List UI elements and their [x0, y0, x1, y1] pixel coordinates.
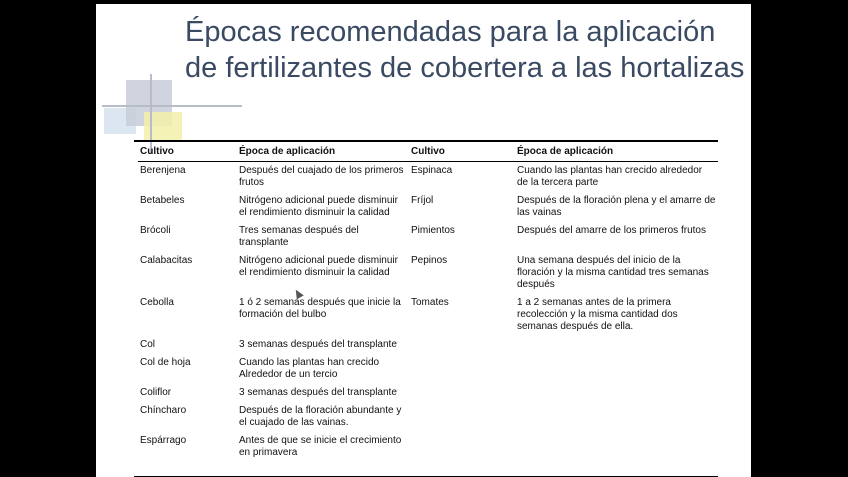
slide-title: Épocas recomendadas para la aplicación de fertilizantes de cobertera a las hortalizas [185, 16, 745, 84]
time-cell [515, 336, 718, 354]
time-cell: 3 semanas después del transplante [239, 387, 397, 398]
fertilizer-table [138, 144, 718, 462]
crop-cell: Fríjol [411, 195, 434, 206]
crop-cell: Coliflor [140, 387, 172, 398]
table-row [138, 294, 718, 336]
crop-cell: Tomates [411, 297, 449, 308]
crop-cell [409, 354, 515, 384]
crop-cell: Col [140, 339, 156, 350]
time-cell: Cuando las plantas han crecido alrededor de la tercera parte [517, 165, 703, 188]
time-cell: Nitrógeno adicional puede disminuir el rendimiento disminuir la calidad [239, 195, 398, 218]
presentation-slide [96, 4, 751, 477]
column-header-crop: Cultivo [411, 145, 445, 157]
table-row [138, 252, 718, 294]
time-cell [515, 384, 718, 402]
table-row [138, 336, 718, 354]
column-header-time: Época de aplicación [239, 145, 336, 157]
crop-cell: Espinaca [411, 165, 453, 176]
table-row [138, 384, 718, 402]
table-row [138, 162, 718, 193]
time-cell [515, 354, 718, 384]
crop-cell [409, 402, 515, 432]
crop-cell [409, 432, 515, 462]
table-row [138, 222, 718, 252]
time-cell [515, 432, 718, 462]
decorative-line [102, 105, 242, 107]
time-cell: Cuando las plantas han crecido Alrededor de un tercio [239, 357, 380, 380]
table-header-row [138, 144, 718, 162]
time-cell: Después de la floración abundante y el cuajado de las vainas. [239, 405, 402, 428]
decorative-line [150, 74, 152, 154]
time-cell: 1 ó 2 semanas después que inicie la formación del bulbo [239, 297, 401, 320]
crop-cell: Pimientos [411, 225, 455, 236]
crop-cell [409, 336, 515, 354]
time-cell: Después de la floración plena y el amarre de las vainas [517, 195, 716, 218]
time-cell: Nitrógeno adicional puede disminuir el rendimiento disminuir la calidad [239, 255, 398, 278]
crop-cell [409, 384, 515, 402]
crop-cell: Cebolla [140, 297, 174, 308]
time-cell: Después del amarre de los primeros frutos [517, 225, 706, 236]
table-row [138, 354, 718, 384]
crop-cell: Pepinos [411, 255, 448, 266]
column-header-time: Época de aplicación [517, 145, 614, 157]
crop-cell: Chíncharo [140, 405, 187, 416]
table-row [138, 432, 718, 462]
time-cell: Tres semanas después del transplante [239, 225, 359, 248]
crop-cell: Espárrago [140, 435, 187, 446]
table-top-rule [134, 140, 718, 142]
time-cell: 1 a 2 semanas antes de la primera recolección y la misma cantidad dos semanas después de ella. [517, 297, 678, 332]
time-cell: Una semana después del inicio de la floración y la misma cantidad tres semanas después [517, 255, 709, 290]
column-header-crop: Cultivo [140, 145, 174, 157]
time-cell [515, 402, 718, 432]
crop-cell: Betabeles [140, 195, 185, 206]
crop-cell: Calabacitas [140, 255, 193, 266]
time-cell: 3 semanas después del transplante [239, 339, 397, 350]
table-row [138, 402, 718, 432]
crop-cell: Brócoli [140, 225, 171, 236]
time-cell: Después del cuajado de los primeros frutos [239, 165, 404, 188]
crop-cell: Col de hoja [140, 357, 191, 368]
time-cell: Antes de que se inicie el crecimiento en primavera [239, 435, 402, 458]
crop-cell: Berenjena [140, 165, 186, 176]
table-row [138, 192, 718, 222]
